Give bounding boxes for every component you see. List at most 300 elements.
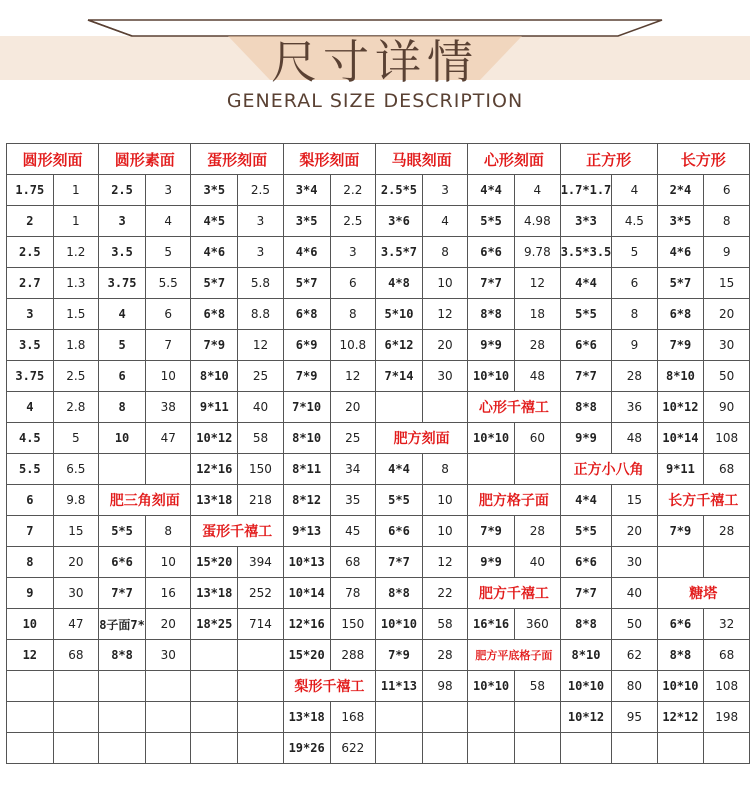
size-cell — [7, 702, 54, 733]
count-cell: 48 — [515, 361, 561, 392]
column-header: 蛋形刻面 — [191, 144, 283, 175]
count-cell: 9.8 — [53, 485, 98, 516]
size-cell: 3*3 — [560, 206, 612, 237]
size-cell: 9*9 — [468, 330, 515, 361]
size-cell: 6 — [7, 485, 54, 516]
count-cell: 58 — [238, 423, 284, 454]
count-cell: 80 — [612, 671, 657, 702]
count-cell: 9.78 — [515, 237, 561, 268]
count-cell: 252 — [238, 578, 284, 609]
size-cell: 6 — [99, 361, 146, 392]
count-cell: 108 — [704, 423, 750, 454]
count-cell: 5.8 — [238, 268, 284, 299]
size-cell — [7, 733, 54, 764]
size-cell: 5 — [99, 330, 146, 361]
size-cell: 5*5 — [468, 206, 515, 237]
count-cell — [238, 640, 284, 671]
size-cell: 4*4 — [560, 485, 612, 516]
count-cell: 95 — [612, 702, 657, 733]
subcategory-label: 蛋形千禧工 — [191, 516, 283, 547]
size-cell: 3*6 — [376, 206, 423, 237]
size-cell: 4*4 — [468, 175, 515, 206]
count-cell: 168 — [330, 702, 376, 733]
count-cell: 198 — [704, 702, 750, 733]
size-cell: 7*7 — [468, 268, 515, 299]
table-row — [7, 671, 750, 702]
count-cell — [238, 671, 284, 702]
count-cell: 5 — [146, 237, 191, 268]
size-cell: 8*10 — [657, 361, 704, 392]
count-cell: 25 — [330, 423, 376, 454]
count-cell: 10 — [146, 547, 191, 578]
size-cell: 1.75 — [7, 175, 54, 206]
count-cell: 1 — [53, 206, 98, 237]
count-cell: 40 — [515, 547, 561, 578]
size-cell: 7*7 — [560, 578, 612, 609]
size-cell: 7*9 — [191, 330, 238, 361]
count-cell: 8 — [422, 454, 467, 485]
count-cell: 62 — [612, 640, 657, 671]
column-header: 圆形素面 — [99, 144, 191, 175]
size-cell: 8*8 — [657, 640, 704, 671]
size-cell: 2 — [7, 206, 54, 237]
size-cell: 13*18 — [283, 702, 330, 733]
count-cell: 714 — [238, 609, 284, 640]
size-cell: 8*10 — [560, 640, 612, 671]
count-cell: 5 — [53, 423, 98, 454]
count-cell: 25 — [238, 361, 284, 392]
size-cell: 6*6 — [376, 516, 423, 547]
count-cell: 2.5 — [330, 206, 376, 237]
size-cell — [191, 671, 238, 702]
count-cell: 3 — [146, 175, 191, 206]
count-cell: 36 — [612, 392, 657, 423]
count-cell: 45 — [330, 516, 376, 547]
size-cell: 9*11 — [657, 454, 704, 485]
size-cell: 10*10 — [657, 671, 704, 702]
table-row — [7, 361, 750, 392]
count-cell: 10.8 — [330, 330, 376, 361]
size-cell: 8*8 — [468, 299, 515, 330]
count-cell: 1.3 — [53, 268, 98, 299]
size-cell: 8*8 — [376, 578, 423, 609]
table-row — [7, 516, 750, 547]
size-cell: 7 — [7, 516, 54, 547]
count-cell: 3 — [238, 237, 284, 268]
subcategory-label: 长方千禧工 — [657, 485, 749, 516]
column-header: 马眼刻面 — [376, 144, 468, 175]
size-cell: 3.75 — [99, 268, 146, 299]
size-cell — [191, 640, 238, 671]
size-cell: 10*14 — [657, 423, 704, 454]
size-cell — [99, 671, 146, 702]
count-cell: 30 — [146, 640, 191, 671]
size-cell — [191, 702, 238, 733]
subcategory-label: 糖塔 — [657, 578, 749, 609]
count-cell — [146, 702, 191, 733]
count-cell: 1 — [53, 175, 98, 206]
size-cell: 10 — [7, 609, 54, 640]
count-cell: 40 — [238, 392, 284, 423]
count-cell: 12 — [330, 361, 376, 392]
size-cell: 9*11 — [191, 392, 238, 423]
size-cell — [191, 733, 238, 764]
size-cell: 13*18 — [191, 578, 238, 609]
table-row — [7, 733, 750, 764]
table-row — [7, 392, 750, 423]
count-cell: 12 — [422, 547, 467, 578]
size-cell: 6*6 — [657, 609, 704, 640]
count-cell: 35 — [330, 485, 376, 516]
size-cell: 12*16 — [283, 609, 330, 640]
count-cell: 90 — [704, 392, 750, 423]
size-cell: 4*8 — [376, 268, 423, 299]
count-cell: 60 — [515, 423, 561, 454]
count-cell — [515, 454, 561, 485]
table-row — [7, 330, 750, 361]
subcategory-label: 肥方刻面 — [376, 423, 468, 454]
size-cell: 10*10 — [376, 609, 423, 640]
size-cell: 6*6 — [560, 330, 612, 361]
size-cell: 4*5 — [191, 206, 238, 237]
size-cell: 7*9 — [657, 516, 704, 547]
size-cell: 9*13 — [283, 516, 330, 547]
size-cell — [657, 733, 704, 764]
count-cell: 1.8 — [53, 330, 98, 361]
size-cell: 6*8 — [283, 299, 330, 330]
size-cell: 6*6 — [99, 547, 146, 578]
count-cell — [704, 733, 750, 764]
count-cell: 68 — [330, 547, 376, 578]
count-cell: 12 — [238, 330, 284, 361]
count-cell: 8 — [612, 299, 657, 330]
subcategory-label: 肥方格子面 — [468, 485, 561, 516]
count-cell: 5 — [612, 237, 657, 268]
size-cell: 7*7 — [560, 361, 612, 392]
size-cell: 3.5*3.5 — [560, 237, 612, 268]
size-cell — [376, 392, 423, 423]
size-cell: 12*12 — [657, 702, 704, 733]
size-cell — [468, 702, 515, 733]
size-cell: 7*9 — [468, 516, 515, 547]
size-cell: 10*12 — [191, 423, 238, 454]
size-cell: 16*16 — [468, 609, 515, 640]
count-cell: 1.2 — [53, 237, 98, 268]
size-cell: 4*6 — [657, 237, 704, 268]
count-cell: 10 — [146, 361, 191, 392]
size-cell — [376, 733, 423, 764]
count-cell: 34 — [330, 454, 376, 485]
size-cell: 6*8 — [657, 299, 704, 330]
size-cell: 10*12 — [657, 392, 704, 423]
count-cell: 28 — [515, 330, 561, 361]
count-cell: 10 — [422, 516, 467, 547]
count-cell: 47 — [53, 609, 98, 640]
count-cell: 4 — [422, 206, 467, 237]
size-cell: 10*12 — [560, 702, 612, 733]
size-cell: 4 — [7, 392, 54, 423]
size-cell: 11*13 — [376, 671, 423, 702]
size-cell — [468, 454, 515, 485]
size-cell: 9*9 — [560, 423, 612, 454]
count-cell: 78 — [330, 578, 376, 609]
size-cell: 6*12 — [376, 330, 423, 361]
count-cell: 150 — [238, 454, 284, 485]
count-cell: 2.8 — [53, 392, 98, 423]
count-cell: 8.8 — [238, 299, 284, 330]
count-cell: 58 — [515, 671, 561, 702]
size-cell: 7*9 — [657, 330, 704, 361]
count-cell: 4 — [146, 206, 191, 237]
size-cell: 2*4 — [657, 175, 704, 206]
count-cell: 16 — [146, 578, 191, 609]
size-cell: 5*5 — [560, 516, 612, 547]
count-cell: 15 — [612, 485, 657, 516]
size-cell: 8*10 — [283, 423, 330, 454]
size-cell: 12*16 — [191, 454, 238, 485]
size-cell — [376, 702, 423, 733]
size-cell: 6*6 — [468, 237, 515, 268]
size-cell: 10*10 — [468, 361, 515, 392]
count-cell: 20 — [146, 609, 191, 640]
count-cell: 12 — [515, 268, 561, 299]
count-cell: 98 — [422, 671, 467, 702]
size-cell: 10*10 — [468, 671, 515, 702]
size-cell: 8*8 — [99, 640, 146, 671]
count-cell: 50 — [612, 609, 657, 640]
size-cell: 2.7 — [7, 268, 54, 299]
size-cell: 8*11 — [283, 454, 330, 485]
size-cell: 13*18 — [191, 485, 238, 516]
size-cell: 12 — [7, 640, 54, 671]
size-cell: 10*13 — [283, 547, 330, 578]
count-cell: 47 — [146, 423, 191, 454]
count-cell — [612, 733, 657, 764]
size-cell: 3 — [99, 206, 146, 237]
count-cell — [238, 733, 284, 764]
count-cell — [422, 733, 467, 764]
table-row — [7, 237, 750, 268]
count-cell: 2.5 — [238, 175, 284, 206]
count-cell: 68 — [704, 454, 750, 485]
subcategory-label: 肥方平底格子面 — [468, 640, 561, 671]
size-cell: 10*10 — [560, 671, 612, 702]
count-cell: 20 — [612, 516, 657, 547]
count-cell: 2.2 — [330, 175, 376, 206]
table-row — [7, 640, 750, 671]
count-cell: 108 — [704, 671, 750, 702]
table-row — [7, 547, 750, 578]
count-cell: 58 — [422, 609, 467, 640]
size-cell: 2.5 — [7, 237, 54, 268]
size-cell: 10 — [99, 423, 146, 454]
size-cell: 7*7 — [99, 578, 146, 609]
size-cell: 8*10 — [191, 361, 238, 392]
table-row — [7, 702, 750, 733]
column-header: 圆形刻面 — [7, 144, 99, 175]
count-cell: 1.5 — [53, 299, 98, 330]
size-cell: 9 — [7, 578, 54, 609]
count-cell: 4.5 — [612, 206, 657, 237]
size-cell: 5*5 — [560, 299, 612, 330]
count-cell: 32 — [704, 609, 750, 640]
count-cell: 15 — [704, 268, 750, 299]
column-header: 心形刻面 — [468, 144, 561, 175]
count-cell: 7 — [146, 330, 191, 361]
subcategory-label: 正方小八角 — [560, 454, 657, 485]
size-cell: 5*7 — [283, 268, 330, 299]
size-cell: 3.5*7 — [376, 237, 423, 268]
count-cell: 4 — [612, 175, 657, 206]
count-cell: 6 — [612, 268, 657, 299]
size-cell — [99, 454, 146, 485]
count-cell: 360 — [515, 609, 561, 640]
header-banner — [0, 0, 750, 128]
size-cell: 3*5 — [283, 206, 330, 237]
count-cell: 6 — [146, 299, 191, 330]
size-cell — [468, 733, 515, 764]
count-cell — [146, 733, 191, 764]
subcategory-label: 肥三角刻面 — [99, 485, 191, 516]
count-cell: 3 — [422, 175, 467, 206]
count-cell — [53, 702, 98, 733]
size-cell: 5*5 — [99, 516, 146, 547]
count-cell: 10 — [422, 485, 467, 516]
size-cell — [657, 547, 704, 578]
count-cell: 28 — [612, 361, 657, 392]
count-cell: 22 — [422, 578, 467, 609]
size-cell: 4*6 — [191, 237, 238, 268]
count-cell: 50 — [704, 361, 750, 392]
subcategory-label: 肥方千禧工 — [468, 578, 561, 609]
count-cell — [422, 392, 467, 423]
count-cell — [146, 454, 191, 485]
table-row — [7, 268, 750, 299]
count-cell: 15 — [53, 516, 98, 547]
count-cell — [53, 671, 98, 702]
size-cell: 5*5 — [376, 485, 423, 516]
count-cell: 20 — [704, 299, 750, 330]
subcategory-label: 心形千禧工 — [468, 392, 561, 423]
size-cell: 8 — [7, 547, 54, 578]
count-cell — [238, 702, 284, 733]
size-table — [6, 143, 750, 764]
table-row — [7, 299, 750, 330]
size-cell: 4*4 — [560, 268, 612, 299]
table-row — [7, 454, 750, 485]
size-cell — [7, 671, 54, 702]
page-title: 尺寸详情 — [271, 35, 479, 89]
table-row — [7, 609, 750, 640]
size-cell: 4.5 — [7, 423, 54, 454]
size-cell: 7*7 — [376, 547, 423, 578]
size-cell: 8*12 — [283, 485, 330, 516]
size-cell — [560, 733, 612, 764]
subcategory-label: 梨形千禧工 — [283, 671, 375, 702]
count-cell: 68 — [53, 640, 98, 671]
count-cell: 12 — [422, 299, 467, 330]
count-cell: 10 — [422, 268, 467, 299]
table-row — [7, 578, 750, 609]
size-cell: 7*9 — [376, 640, 423, 671]
size-cell: 8*8 — [560, 609, 612, 640]
count-cell — [422, 702, 467, 733]
size-cell: 5.5 — [7, 454, 54, 485]
size-cell: 8*8 — [560, 392, 612, 423]
count-cell: 28 — [422, 640, 467, 671]
size-cell: 10*10 — [468, 423, 515, 454]
count-cell: 20 — [53, 547, 98, 578]
column-header: 梨形刻面 — [283, 144, 375, 175]
table-row — [7, 175, 750, 206]
count-cell: 622 — [330, 733, 376, 764]
count-cell: 8 — [330, 299, 376, 330]
count-cell: 5.5 — [146, 268, 191, 299]
size-cell: 6*9 — [283, 330, 330, 361]
count-cell — [704, 547, 750, 578]
count-cell: 394 — [238, 547, 284, 578]
count-cell: 2.5 — [53, 361, 98, 392]
size-cell: 19*26 — [283, 733, 330, 764]
count-cell: 18 — [515, 299, 561, 330]
count-cell — [515, 733, 561, 764]
count-cell: 20 — [422, 330, 467, 361]
count-cell: 6.5 — [53, 454, 98, 485]
size-cell: 3.5 — [99, 237, 146, 268]
size-cell: 6*8 — [191, 299, 238, 330]
count-cell: 150 — [330, 609, 376, 640]
size-cell: 2.5 — [99, 175, 146, 206]
size-cell: 5*7 — [657, 268, 704, 299]
count-cell: 9 — [704, 237, 750, 268]
table-row — [7, 206, 750, 237]
size-cell: 2.5*5 — [376, 175, 423, 206]
size-cell: 3*5 — [191, 175, 238, 206]
size-cell: 9*9 — [468, 547, 515, 578]
count-cell: 6 — [704, 175, 750, 206]
size-cell: 3.5 — [7, 330, 54, 361]
size-cell: 8子面7* — [99, 609, 146, 640]
size-cell: 8 — [99, 392, 146, 423]
size-cell: 3*5 — [657, 206, 704, 237]
size-cell: 7*9 — [283, 361, 330, 392]
column-header: 正方形 — [560, 144, 657, 175]
size-cell: 15*20 — [283, 640, 330, 671]
size-cell: 3 — [7, 299, 54, 330]
size-cell — [99, 733, 146, 764]
size-cell: 5*7 — [191, 268, 238, 299]
table-row — [7, 485, 750, 516]
size-cell: 4 — [99, 299, 146, 330]
count-cell: 20 — [330, 392, 376, 423]
count-cell: 30 — [53, 578, 98, 609]
size-cell: 5*10 — [376, 299, 423, 330]
size-cell: 7*10 — [283, 392, 330, 423]
count-cell: 218 — [238, 485, 284, 516]
count-cell: 4.98 — [515, 206, 561, 237]
size-cell: 3*4 — [283, 175, 330, 206]
count-cell — [53, 733, 98, 764]
count-cell: 28 — [515, 516, 561, 547]
column-header: 长方形 — [657, 144, 749, 175]
count-cell: 38 — [146, 392, 191, 423]
size-cell: 10*14 — [283, 578, 330, 609]
count-cell: 30 — [612, 547, 657, 578]
size-cell: 4*4 — [376, 454, 423, 485]
size-cell: 1.7*1.7 — [560, 175, 612, 206]
header-row — [7, 144, 750, 175]
count-cell: 288 — [330, 640, 376, 671]
